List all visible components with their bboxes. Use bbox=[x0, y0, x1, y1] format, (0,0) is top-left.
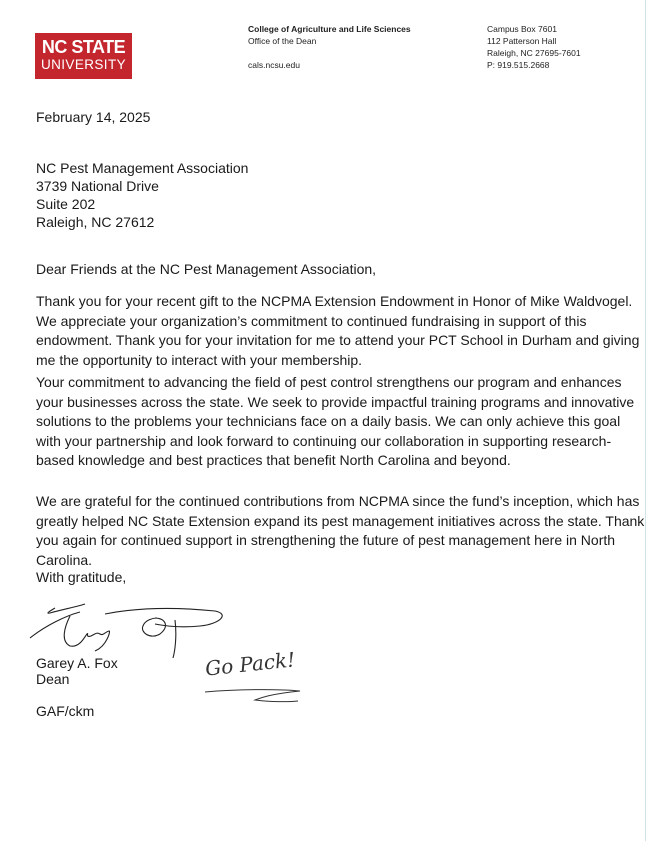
recipient-line: Raleigh, NC 27612 bbox=[36, 214, 155, 230]
closing: With gratitude, bbox=[36, 569, 127, 585]
phone: P: 919.515.2668 bbox=[487, 60, 550, 70]
text-line: We appreciate your organization’s commitment to continued fundraising in support of this bbox=[36, 312, 587, 329]
text-line: me the opportunity to interact with your membership. bbox=[36, 351, 363, 368]
college-header bbox=[248, 23, 411, 71]
text-line: endowment. Thank you for your invitation for me to attend your PCT School in Durham and giving bbox=[36, 332, 640, 348]
handwritten-underline bbox=[200, 686, 310, 708]
college-name: College of Agriculture and Life Sciences bbox=[248, 24, 411, 34]
address-line: Raleigh, NC 27695-7601 bbox=[487, 48, 581, 58]
text-line: your businesses across the state. We seek to provide impactful training programs and innovative bbox=[36, 393, 635, 410]
address-line: Campus Box 7601 bbox=[487, 24, 557, 34]
signer-name: Garey A. Fox bbox=[36, 655, 118, 671]
text-line: you again for continued support in strengthening the future of pest management here in North bbox=[36, 532, 616, 548]
text-line: with your partnership and look forward to continuing our collaboration in supporting research- bbox=[36, 432, 612, 449]
recipient-line: Suite 202 bbox=[36, 196, 96, 212]
recipient-line: 3739 National Drive bbox=[36, 178, 159, 194]
paragraph-2 bbox=[36, 373, 634, 471]
initials: GAF/ckm bbox=[36, 703, 95, 719]
recipient-line: NC Pest Management Association bbox=[36, 160, 249, 176]
text-line: Thank you for your recent gift to the NCPMA Extension Endowment in Honor of Mike Waldvogel. bbox=[36, 293, 633, 309]
salutation: Dear Friends at the NC Pest Management Association, bbox=[36, 261, 377, 277]
signer-title: Dean bbox=[36, 671, 70, 687]
contact-address bbox=[487, 23, 581, 71]
logo-line1: NC STATE bbox=[41, 37, 126, 57]
text-line: solutions to the problems your technicians face on a daily basis. We can only achieve this goal bbox=[36, 413, 621, 429]
office-name: Office of the Dean bbox=[248, 36, 317, 46]
nc-state-logo bbox=[35, 33, 132, 79]
letter-date: February 14, 2025 bbox=[36, 109, 151, 125]
text-line: We are grateful for the continued contributions from NCPMA since the fund’s inception, which has bbox=[36, 493, 640, 509]
website: cals.ncsu.edu bbox=[248, 60, 300, 70]
text-line: Carolina. bbox=[36, 551, 93, 568]
page-edge bbox=[645, 0, 646, 841]
text-line: greatly helped NC State Extension expand its pest management initiatives across the state. Thank bbox=[36, 512, 645, 529]
paragraph-3 bbox=[36, 492, 644, 570]
recipient-address bbox=[36, 159, 248, 231]
text-line: Your commitment to advancing the field of pest control strengthens our program and enhances bbox=[36, 374, 622, 390]
address-line: 112 Patterson Hall bbox=[487, 36, 557, 46]
text-line: based knowledge and best practices that benefit North Carolina and beyond. bbox=[36, 452, 511, 468]
paragraph-1 bbox=[36, 292, 639, 370]
logo-line2: UNIVERSITY bbox=[40, 57, 126, 72]
handwritten-note: Go Pack! bbox=[203, 647, 297, 681]
